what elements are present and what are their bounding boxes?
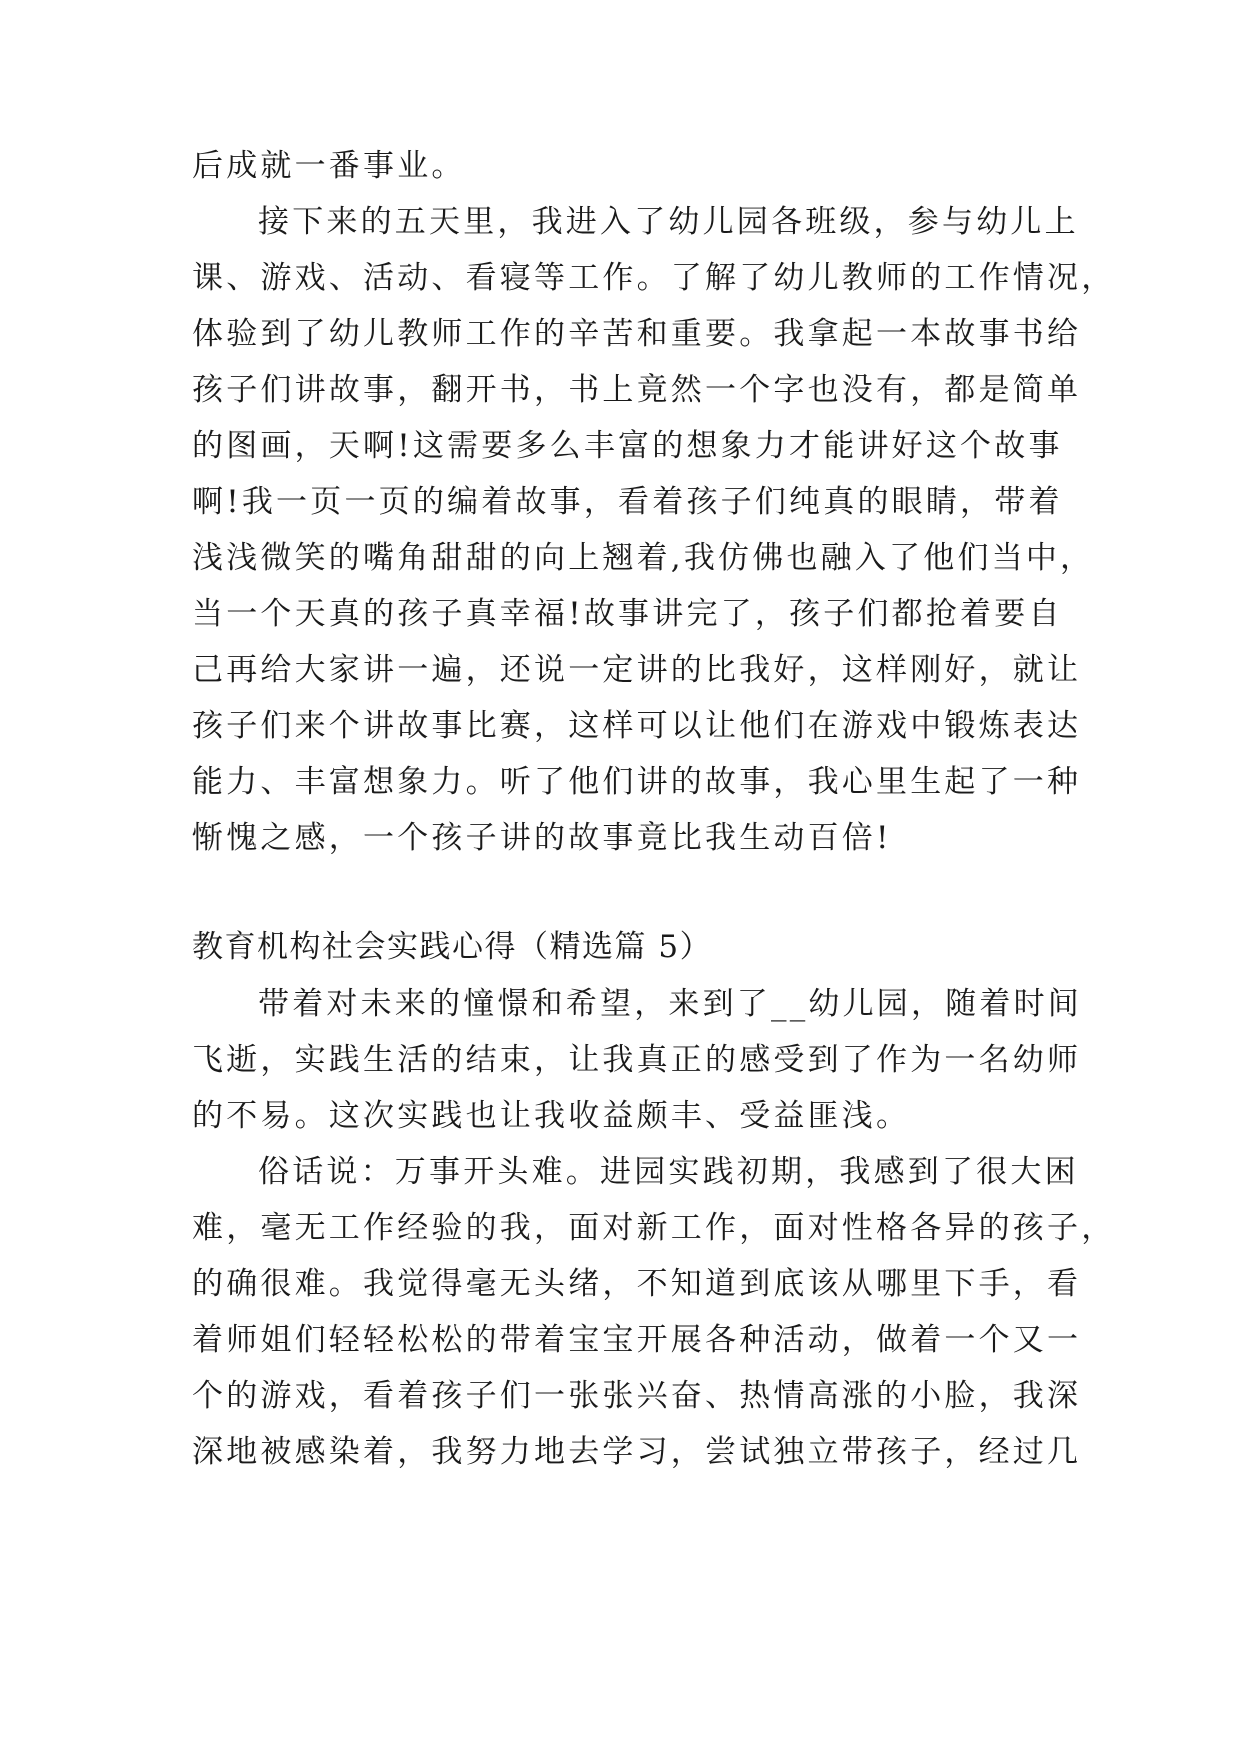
paragraph-line: 孩子们讲故事，翻开书，书上竟然一个字也没有，都是简单 bbox=[192, 372, 1082, 408]
paragraph-line: 的图画，天啊!这需要多么丰富的想象力才能讲好这个故事 bbox=[192, 428, 1063, 464]
paragraph-line: 深地被感染着，我努力地去学习，尝试独立带孩子，经过几 bbox=[192, 1434, 1082, 1470]
paragraph-line: 体验到了幼儿教师工作的辛苦和重要。我拿起一本故事书给 bbox=[192, 316, 1082, 352]
paragraph-line: 接下来的五天里，我进入了幼儿园各班级，参与幼儿上 bbox=[258, 204, 1079, 240]
paragraph-line: 飞逝，实践生活的结束，让我真正的感受到了作为一名幼师 bbox=[192, 1042, 1082, 1078]
paragraph-line: 能力、丰富想象力。听了他们讲的故事，我心里生起了一种 bbox=[192, 764, 1082, 800]
lead-line: 后成就一番事业。 bbox=[192, 148, 466, 184]
paragraph-line: 带着对未来的憧憬和希望，来到了__幼儿园，随着时间 bbox=[258, 986, 1082, 1022]
paragraph-line: 的确很难。我觉得毫无头绪，不知道到底该从哪里下手，看 bbox=[192, 1266, 1082, 1302]
paragraph-line: 着师姐们轻轻松松的带着宝宝开展各种活动，做着一个又一 bbox=[192, 1322, 1082, 1358]
paragraph-line: 浅浅微笑的嘴角甜甜的向上翘着,我仿佛也融入了他们当中， bbox=[192, 540, 1095, 576]
paragraph-line: 当一个天真的孩子真幸福!故事讲完了，孩子们都抢着要自 bbox=[192, 596, 1063, 632]
paragraph-line: 个的游戏，看着孩子们一张张兴奋、热情高涨的小脸，我深 bbox=[192, 1378, 1082, 1414]
paragraph-line: 的不易。这次实践也让我收益颇丰、受益匪浅。 bbox=[192, 1098, 911, 1134]
section-heading: 教育机构社会实践心得（精选篇 5） bbox=[192, 929, 713, 965]
paragraph-line: 俗话说：万事开头难。进园实践初期，我感到了很大困 bbox=[258, 1154, 1079, 1190]
paragraph-line: 孩子们来个讲故事比赛，这样可以让他们在游戏中锻炼表达 bbox=[192, 708, 1082, 744]
paragraph-line: 己再给大家讲一遍，还说一定讲的比我好，这样刚好，就让 bbox=[192, 652, 1082, 688]
paragraph-line: 课、游戏、活动、看寝等工作。了解了幼儿教师的工作情况， bbox=[192, 260, 1116, 296]
paragraph-line: 难，毫无工作经验的我，面对新工作，面对性格各异的孩子， bbox=[192, 1210, 1116, 1246]
paragraph-line: 惭愧之感，一个孩子讲的故事竟比我生动百倍! bbox=[192, 820, 892, 856]
paragraph-line: 啊!我一页一页的编着故事，看着孩子们纯真的眼睛，带着 bbox=[192, 484, 1063, 520]
